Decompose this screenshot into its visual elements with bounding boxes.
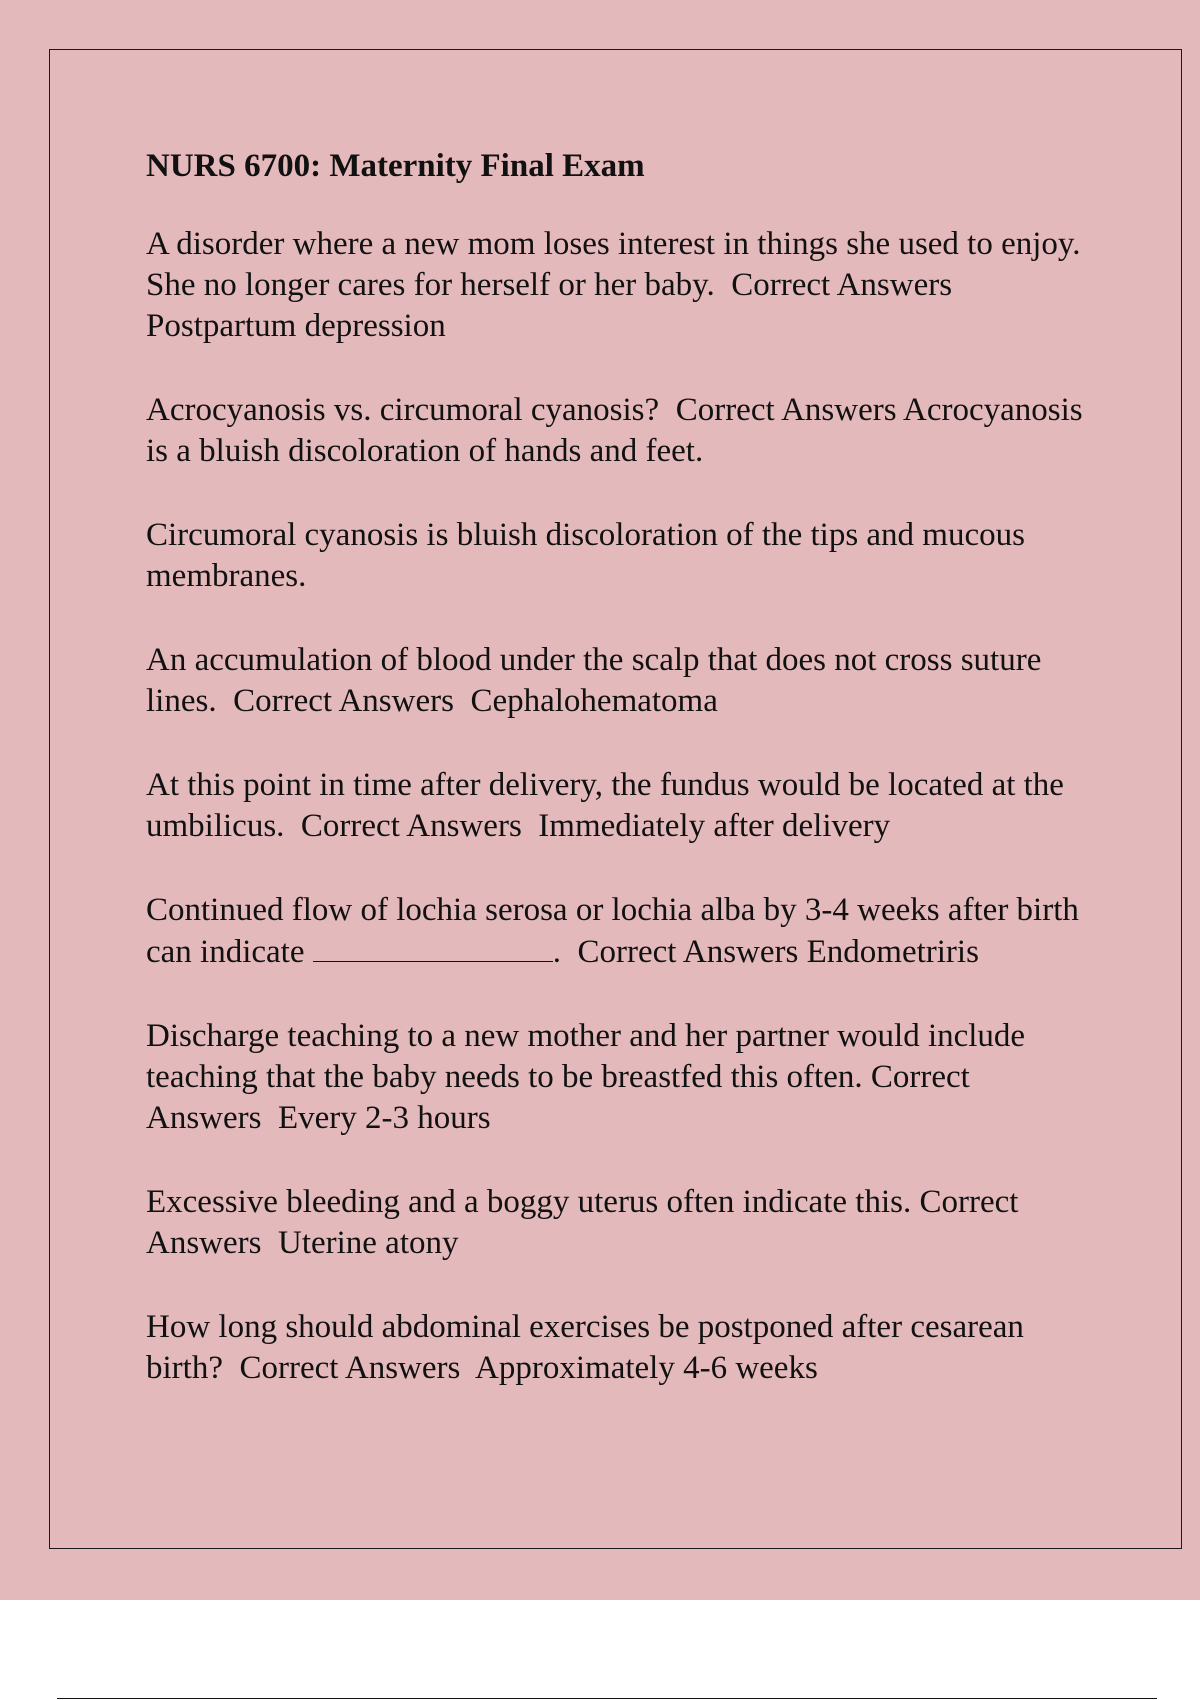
question-text: Acrocyanosis vs. circumoral cyanosis? xyxy=(146,392,660,428)
qa-item xyxy=(146,890,1096,973)
question-text: Discharge teaching to a new mother and her partner would include teaching that the baby needs to be breastfed this often. xyxy=(146,1018,1026,1095)
answer-label: Correct Answers xyxy=(146,1184,1019,1261)
answer-text: Uterine atony xyxy=(277,1225,459,1261)
question-text: Continued flow of lochia serosa or lochia alba by 3-4 weeks after birth can indicate xyxy=(146,892,1079,970)
question-text: An accumulation of blood under the scalp that does not cross suture lines. xyxy=(146,642,1042,719)
answer-label: Correct Answers xyxy=(731,267,953,303)
note-text: Circumoral cyanosis is bluish discoloration of the tips and mucous membranes. xyxy=(146,517,1025,594)
qa-item xyxy=(146,1307,1096,1389)
answer-text: Every 2-3 hours xyxy=(277,1100,491,1136)
question-text: A disorder where a new mom loses interest in things she used to enjoy. She no longer cares for herself or her baby. xyxy=(146,226,1081,303)
question-text: How long should abdominal exercises be postponed after cesarean birth? xyxy=(146,1309,1024,1386)
note-item xyxy=(146,515,1096,597)
answer-text: Acrocyanosis is a bluish discoloration of hands and feet. xyxy=(146,392,1083,469)
qa-item xyxy=(146,640,1096,722)
question-text-end: . xyxy=(552,934,561,970)
answer-text: Immediately after delivery xyxy=(538,808,891,844)
answer-text: Approximately 4-6 weeks xyxy=(475,1350,818,1386)
qa-item xyxy=(146,224,1096,347)
qa-item xyxy=(146,1016,1096,1139)
answer-label: Correct Answers xyxy=(239,1350,461,1386)
fill-in-blank xyxy=(313,931,553,962)
qa-item xyxy=(146,1182,1096,1264)
answer-label: Correct Answers xyxy=(146,1059,970,1136)
qa-item xyxy=(146,765,1096,847)
answer-text: Postpartum depression xyxy=(146,308,446,344)
document-content xyxy=(146,140,1096,1432)
footer-divider xyxy=(57,1698,1157,1699)
answer-text: Cephalohematoma xyxy=(470,683,718,719)
answer-label: Correct Answers xyxy=(300,808,522,844)
answer-text: Endometriris xyxy=(806,934,979,970)
page-title: NURS 6700: Maternity Final Exam xyxy=(146,148,645,184)
question-text: At this point in time after delivery, the fundus would be located at the umbilicus. xyxy=(146,767,1064,844)
qa-item xyxy=(146,390,1096,472)
answer-label: Correct Answers xyxy=(233,683,454,719)
answer-label: Correct Answers xyxy=(675,392,897,428)
question-text: Excessive bleeding and a boggy uterus often indicate this. xyxy=(146,1184,912,1220)
answer-label: Correct Answers xyxy=(577,934,799,970)
